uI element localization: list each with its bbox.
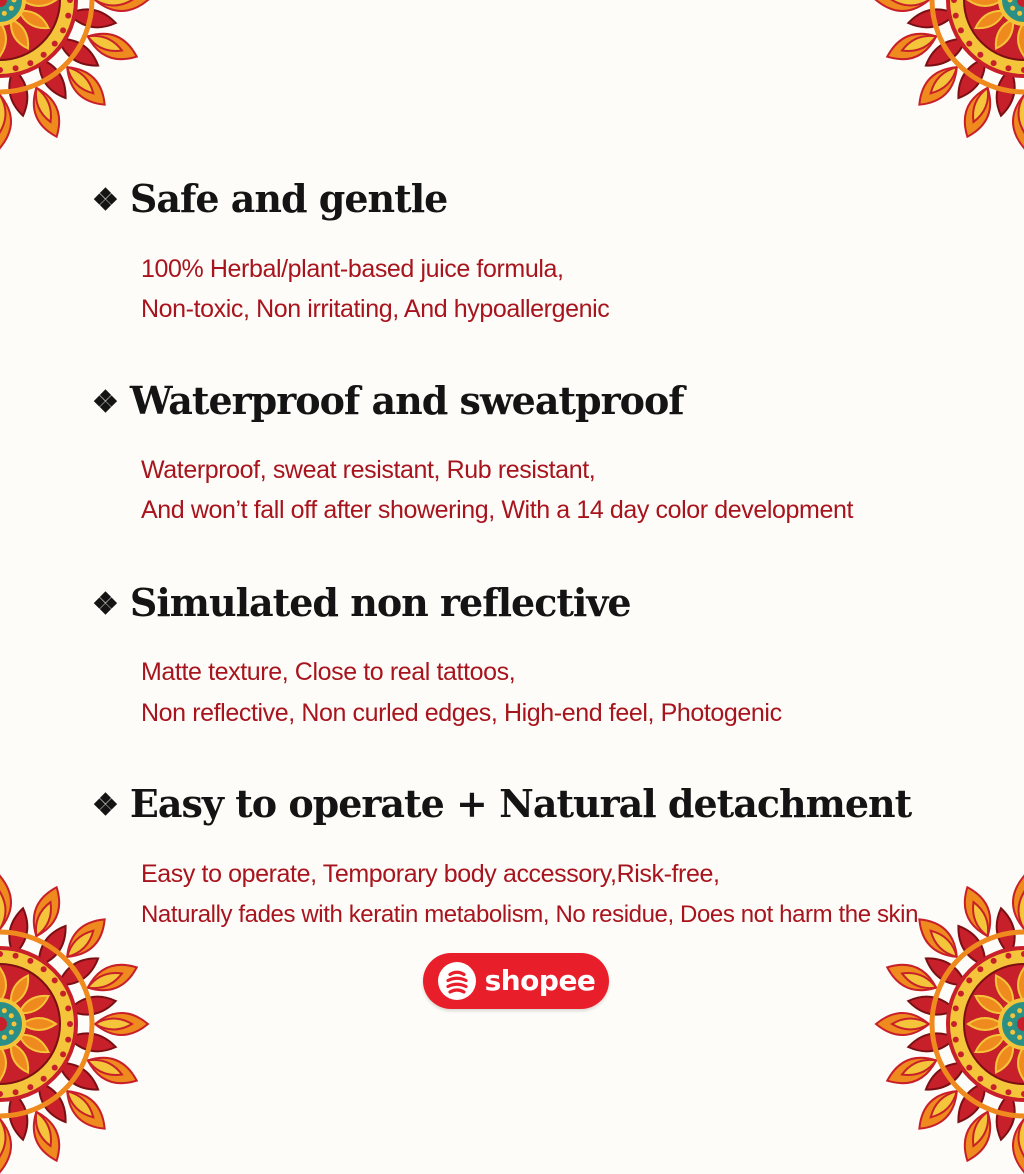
feature-description-line: And won’t fall off after showering, With a 14 day color development: [141, 496, 854, 524]
feature-description-line: Naturally fades with keratin metabolism, No residue, Does not harm the skin: [141, 901, 919, 928]
mandala-ornament-bottom-left: [0, 874, 150, 1174]
feature-heading: [92, 580, 631, 628]
feature-description-line: Non reflective, Non curled edges, High-end feel, Photogenic: [141, 699, 782, 727]
feature-description-line: Non-toxic, Non irritating, And hypoallergenic: [141, 295, 610, 323]
shopee-brand-badge[interactable]: [423, 953, 609, 1009]
mandala-ornament-top-right: [874, 0, 1024, 150]
feature-heading: [92, 378, 684, 426]
shopee-brand-name: shopee: [484, 964, 596, 997]
feature-heading-text: Simulated non reflective: [129, 580, 631, 625]
diamond-bullet-icon: ❖: [92, 587, 118, 622]
feature-description-line: Waterproof, sweat resistant, Rub resistant,: [141, 456, 596, 484]
shopee-bag-icon: [437, 961, 477, 1001]
feature-heading-text: Waterproof and sweatproof: [129, 378, 684, 423]
mandala-ornament-top-left: [0, 0, 150, 150]
feature-heading: [92, 781, 911, 829]
diamond-bullet-icon: ❖: [92, 385, 118, 420]
feature-heading: [92, 176, 447, 224]
feature-heading-text: Easy to operate + Natural detachment: [129, 781, 912, 826]
feature-description-line: 100% Herbal/plant-based juice formula,: [141, 255, 564, 283]
feature-description-line: Easy to operate, Temporary body accessory,Risk-free,: [141, 860, 720, 888]
feature-description-line: Matte texture, Close to real tattoos,: [141, 658, 516, 686]
diamond-bullet-icon: ❖: [92, 183, 118, 218]
diamond-bullet-icon: ❖: [92, 788, 118, 823]
feature-heading-text: Safe and gentle: [129, 176, 448, 221]
